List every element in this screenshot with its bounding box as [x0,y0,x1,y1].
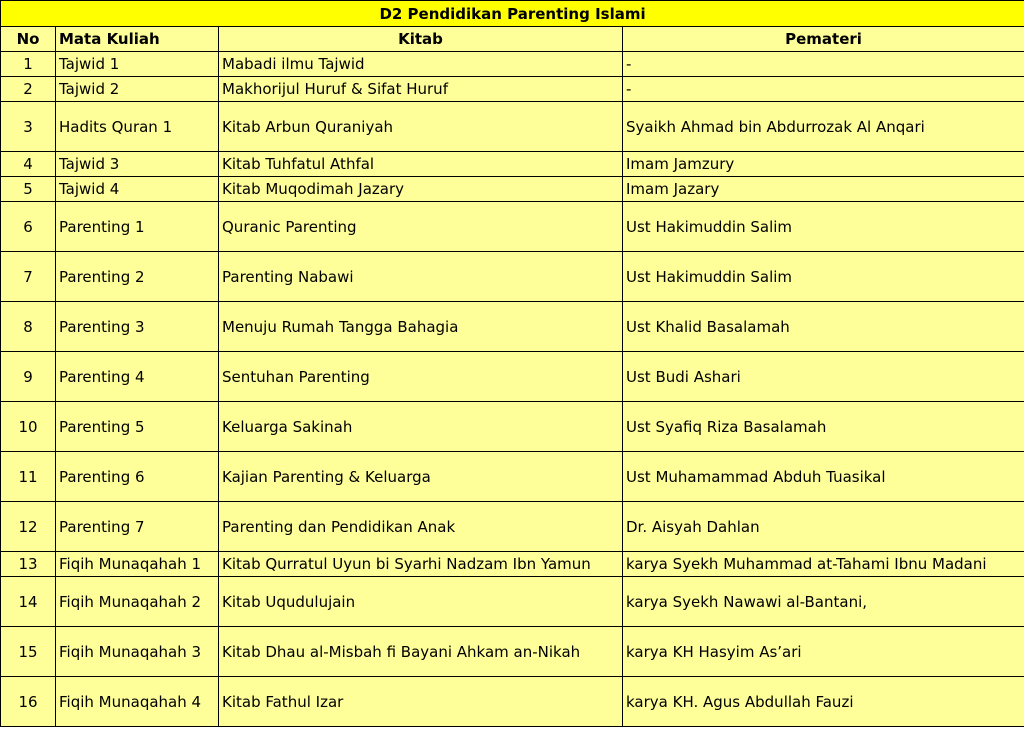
cell-no: 14 [1,577,56,627]
cell-pemateri: - [623,52,1024,77]
cell-no: 6 [1,202,56,252]
cell-no: 11 [1,452,56,502]
header-kitab: Kitab [219,27,623,52]
cell-kitab: Kitab Fathul Izar [219,677,623,727]
cell-mata-kuliah: Parenting 6 [56,452,219,502]
cell-mata-kuliah: Parenting 3 [56,302,219,352]
cell-mata-kuliah: Tajwid 1 [56,52,219,77]
cell-no: 7 [1,252,56,302]
header-no: No [1,27,56,52]
cell-pemateri: - [623,77,1024,102]
header-mata-kuliah: Mata Kuliah [56,27,219,52]
cell-no: 13 [1,552,56,577]
cell-kitab: Kitab Qurratul Uyun bi Syarhi Nadzam Ibn Yamun [219,552,623,577]
cell-kitab: Parenting Nabawi [219,252,623,302]
table-row [1,552,1024,577]
cell-kitab: Menuju Rumah Tangga Bahagia [219,302,623,352]
table-row [1,402,1024,452]
cell-no: 1 [1,52,56,77]
cell-pemateri: Ust Khalid Basalamah [623,302,1024,352]
cell-pemateri: karya Syekh Nawawi al-Bantani, [623,577,1024,627]
table-row [1,352,1024,402]
cell-kitab: Kajian Parenting & Keluarga [219,452,623,502]
cell-no: 16 [1,677,56,727]
cell-pemateri: Ust Syafiq Riza Basalamah [623,402,1024,452]
cell-pemateri: Ust Muhamammad Abduh Tuasikal [623,452,1024,502]
cell-mata-kuliah: Parenting 5 [56,402,219,452]
cell-pemateri: karya Syekh Muhammad at-Tahami Ibnu Madani [623,552,1024,577]
cell-mata-kuliah: Parenting 4 [56,352,219,402]
cell-kitab: Keluarga Sakinah [219,402,623,452]
table-row [1,52,1024,77]
cell-kitab: Makhorijul Huruf & Sifat Huruf [219,77,623,102]
cell-mata-kuliah: Fiqih Munaqahah 4 [56,677,219,727]
cell-mata-kuliah: Fiqih Munaqahah 1 [56,552,219,577]
cell-kitab: Kitab Muqodimah Jazary [219,177,623,202]
cell-mata-kuliah: Parenting 2 [56,252,219,302]
table-row [1,202,1024,252]
table-row [1,177,1024,202]
table-title: D2 Pendidikan Parenting Islami [1,1,1024,27]
cell-kitab: Quranic Parenting [219,202,623,252]
cell-kitab: Kitab Uqudulujain [219,577,623,627]
cell-kitab: Kitab Dhau al-Misbah fi Bayani Ahkam an-Nikah [219,627,623,677]
cell-no: 8 [1,302,56,352]
cell-mata-kuliah: Tajwid 2 [56,77,219,102]
cell-no: 12 [1,502,56,552]
cell-kitab: Kitab Tuhfatul Athfal [219,152,623,177]
cell-kitab: Kitab Arbun Quraniyah [219,102,623,152]
cell-mata-kuliah: Parenting 7 [56,502,219,552]
cell-pemateri: Imam Jazary [623,177,1024,202]
cell-no: 15 [1,627,56,677]
cell-no: 3 [1,102,56,152]
table-row [1,152,1024,177]
cell-mata-kuliah: Fiqih Munaqahah 2 [56,577,219,627]
cell-no: 10 [1,402,56,452]
cell-no: 2 [1,77,56,102]
cell-pemateri: Dr. Aisyah Dahlan [623,502,1024,552]
cell-mata-kuliah: Fiqih Munaqahah 3 [56,627,219,677]
cell-pemateri: Syaikh Ahmad bin Abdurrozak Al Anqari [623,102,1024,152]
cell-pemateri: karya KH Hasyim As’ari [623,627,1024,677]
cell-mata-kuliah: Tajwid 3 [56,152,219,177]
table-row [1,102,1024,152]
cell-no: 5 [1,177,56,202]
table-row [1,577,1024,627]
cell-mata-kuliah: Hadits Quran 1 [56,102,219,152]
table-row [1,252,1024,302]
table-row [1,627,1024,677]
table-row [1,677,1024,727]
cell-kitab: Mabadi ilmu Tajwid [219,52,623,77]
cell-kitab: Parenting dan Pendidikan Anak [219,502,623,552]
table-row [1,452,1024,502]
cell-mata-kuliah: Parenting 1 [56,202,219,252]
cell-no: 4 [1,152,56,177]
cell-pemateri: Imam Jamzury [623,152,1024,177]
cell-pemateri: karya KH. Agus Abdullah Fauzi [623,677,1024,727]
table-row [1,502,1024,552]
cell-pemateri: Ust Budi Ashari [623,352,1024,402]
header-row [1,27,1024,52]
cell-no: 9 [1,352,56,402]
header-pemateri: Pemateri [623,27,1024,52]
cell-pemateri: Ust Hakimuddin Salim [623,202,1024,252]
cell-kitab: Sentuhan Parenting [219,352,623,402]
cell-mata-kuliah: Tajwid 4 [56,177,219,202]
table-row [1,302,1024,352]
table-row [1,77,1024,102]
cell-pemateri: Ust Hakimuddin Salim [623,252,1024,302]
